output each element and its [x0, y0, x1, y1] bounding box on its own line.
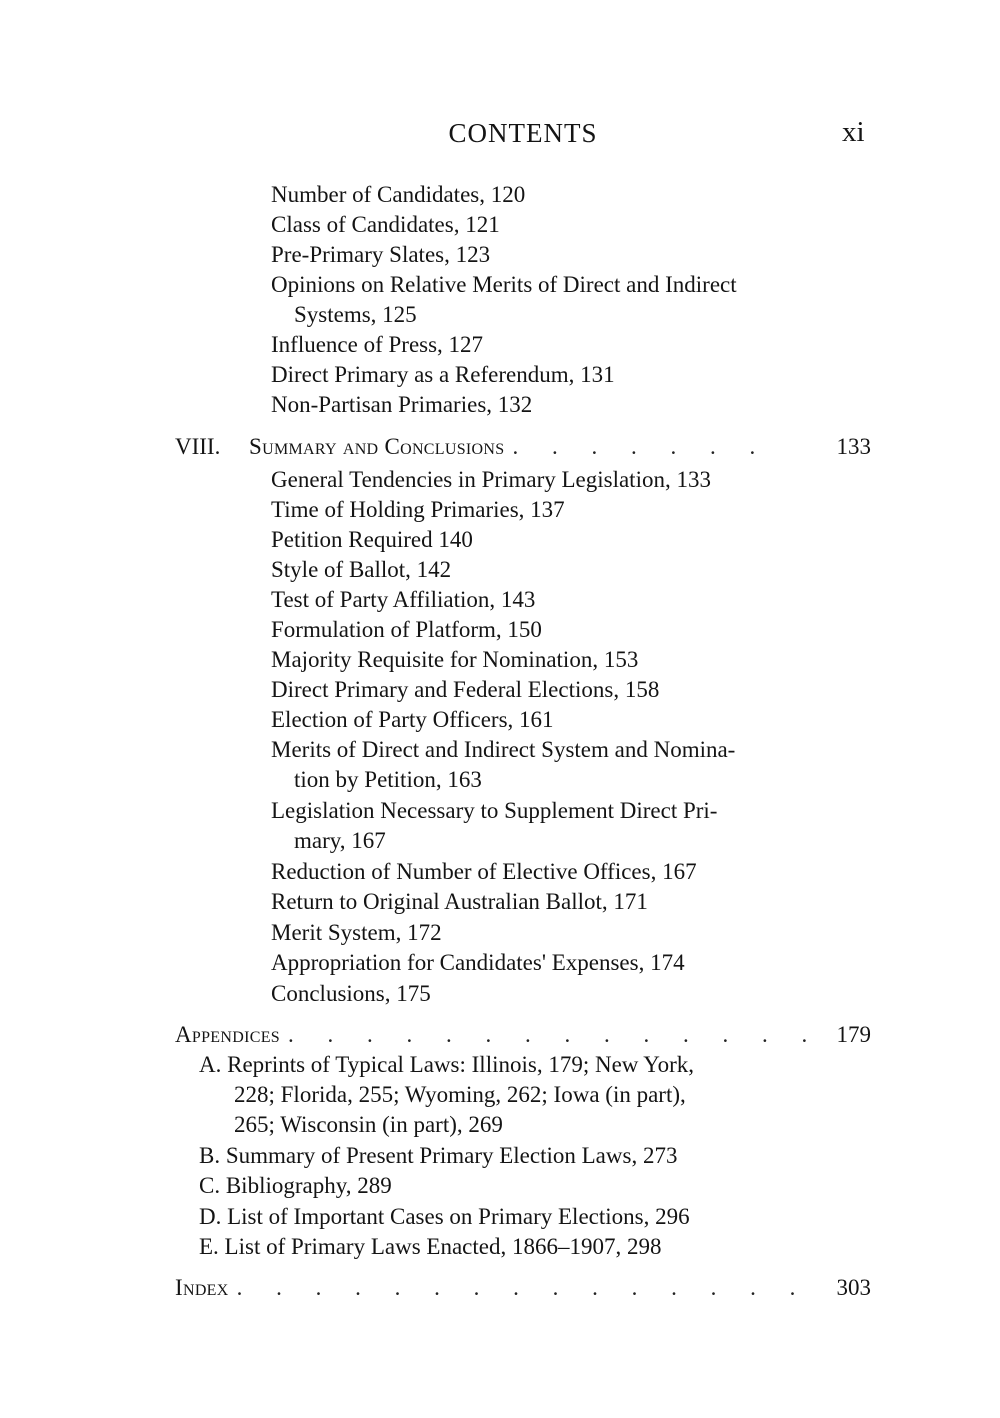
chapter-numeral: VIII. [175, 434, 221, 459]
toc-entry: Merit System, 172 [271, 920, 442, 945]
toc-entry: Merits of Direct and Indirect System and Nomina- [271, 737, 736, 762]
dot-leader: . . . . . . . . . . . . . . [287, 1022, 822, 1047]
index-heading [175, 1273, 871, 1303]
toc-entry: Appropriation for Candidates' Expenses, 174 [271, 950, 685, 975]
chapter-page-number: 133 [836, 434, 871, 459]
toc-entry-continuation: Systems, 125 [294, 302, 417, 327]
toc-entry: Reduction of Number of Elective Offices, 167 [271, 859, 697, 884]
toc-entry: Legislation Necessary to Supplement Direct Pri- [271, 798, 718, 823]
appendices-heading [175, 1020, 871, 1050]
toc-entry: Direct Primary as a Referendum, 131 [271, 362, 615, 387]
appendices-page-number: 179 [836, 1022, 871, 1047]
toc-entry: Class of Candidates, 121 [271, 212, 500, 237]
toc-entry: Election of Party Officers, 161 [271, 707, 554, 732]
toc-entry: Time of Holding Primaries, 137 [271, 497, 565, 522]
appendix-entry: E. List of Primary Laws Enacted, 1866–1907, 298 [199, 1234, 662, 1259]
index-title: Index [175, 1275, 229, 1300]
appendix-entry: B. Summary of Present Primary Election Laws, 273 [199, 1143, 678, 1168]
toc-entry: Test of Party Affiliation, 143 [271, 587, 536, 612]
toc-entry: Number of Candidates, 120 [271, 182, 526, 207]
appendix-entry-continuation: 265; Wisconsin (in part), 269 [234, 1112, 503, 1137]
dot-leader: . . . . . . . . . . . . . . . [236, 1275, 810, 1300]
chapter-heading-viii [175, 432, 871, 462]
appendix-entry: A. Reprints of Typical Laws: Illinois, 179; New York, [199, 1052, 694, 1077]
page-header [0, 114, 1000, 154]
dot-leader: . . . . . . . [512, 434, 770, 459]
toc-entry-continuation: tion by Petition, 163 [294, 767, 482, 792]
toc-entry: General Tendencies in Primary Legislation, 133 [271, 467, 711, 492]
toc-entry: Opinions on Relative Merits of Direct and Indirect [271, 272, 737, 297]
toc-entry: Majority Requisite for Nomination, 153 [271, 647, 639, 672]
toc-entry: Petition Required 140 [271, 527, 473, 552]
toc-entry: Return to Original Australian Ballot, 171 [271, 889, 648, 914]
toc-entry-continuation: mary, 167 [294, 828, 386, 853]
toc-entry: Formulation of Platform, 150 [271, 617, 542, 642]
chapter-title: Summary and Conclusions [249, 434, 505, 459]
toc-entry: Direct Primary and Federal Elections, 158 [271, 677, 660, 702]
page-number: xi [842, 116, 865, 148]
toc-entry: Style of Ballot, 142 [271, 557, 452, 582]
running-title: CONTENTS [448, 118, 598, 148]
appendix-entry: D. List of Important Cases on Primary Elections, 296 [199, 1204, 690, 1229]
appendix-entry: C. Bibliography, 289 [199, 1173, 392, 1198]
toc-entry: Influence of Press, 127 [271, 332, 484, 357]
toc-entry: Conclusions, 175 [271, 981, 431, 1006]
index-page-number: 303 [836, 1275, 871, 1300]
toc-entry: Non-Partisan Primaries, 132 [271, 392, 533, 417]
toc-entry: Pre-Primary Slates, 123 [271, 242, 491, 267]
appendices-title: Appendices [175, 1022, 280, 1047]
appendix-entry-continuation: 228; Florida, 255; Wyoming, 262; Iowa (in part), [234, 1082, 686, 1107]
